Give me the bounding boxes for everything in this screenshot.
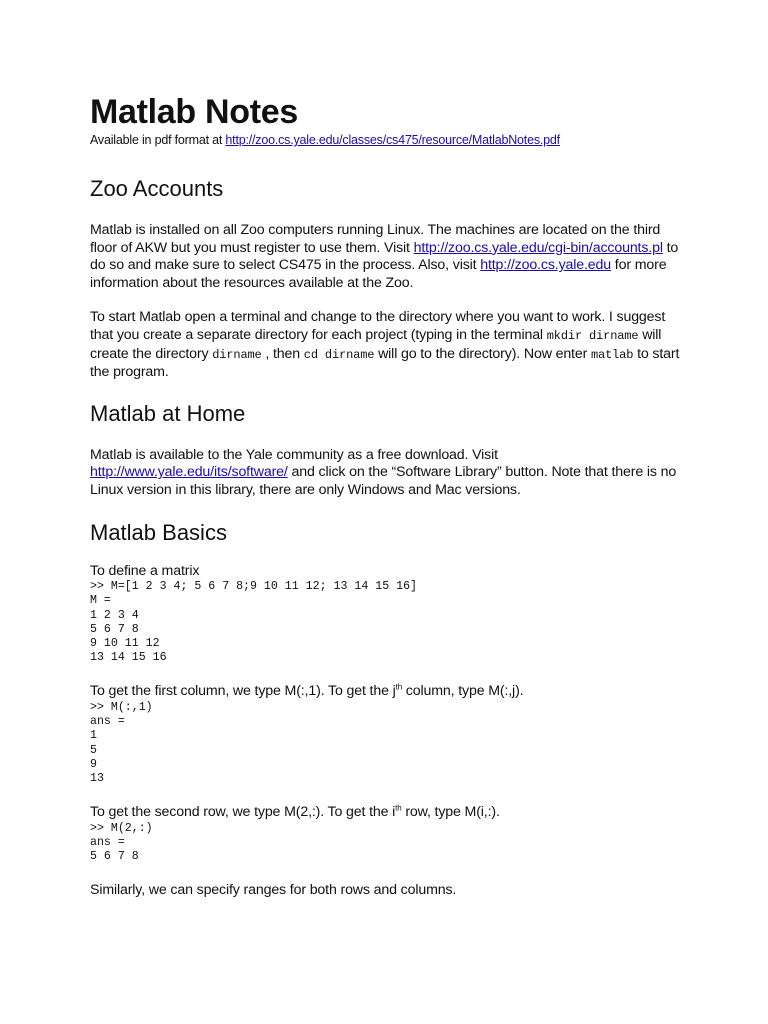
zoo-accounts-link[interactable]: http://zoo.cs.yale.edu/cgi-bin/accounts.pl <box>413 239 663 256</box>
inline-code-cd: cd dirname <box>303 347 375 362</box>
home-paragraph: Matlab is available to the Yale community as a free download. Visit http://www.yale.edu/its/software/ and click on the “Software Library” button. Note that there is no Linux version in this library, there are only Windows and Mac versions. <box>90 446 677 498</box>
zoo-site-link[interactable]: http://zoo.cs.yale.edu <box>480 257 612 274</box>
ranges-text: Similarly, we can specify ranges for both rows and columns. <box>90 882 457 899</box>
matlab-basics-heading: Matlab Basics <box>90 519 227 545</box>
subtitle-prefix: Available in pdf format at <box>90 133 226 147</box>
inline-code-matlab: matlab <box>590 347 634 362</box>
zoo-paragraph-1: Matlab is installed on all Zoo computers running Linux. The machines are located on the third floor of AKW but you must register to use them. Visit http://zoo.cs.yale.edu/cgi-bin/accounts.pl to do so and make sure to select CS475 in the process. Also, visit http://zoo.cs.yale.edu for more information about the resources available at the Zoo. <box>90 222 679 291</box>
page-title: Matlab Notes <box>90 93 298 131</box>
zoo-accounts-heading: Zoo Accounts <box>90 176 224 201</box>
pdf-link[interactable]: http://zoo.cs.yale.edu/classes/cs475/resource/MatlabNotes.pdf <box>225 133 560 147</box>
second-row-code: >> M(2,:) ans = 5 6 7 8 <box>90 821 153 864</box>
define-matrix-text: To define a matrix <box>90 562 200 579</box>
zoo-paragraph-2: To start Matlab open a terminal and change to the directory where you want to work. I suggest that you create a separate directory for each project (typing in the terminal mkdir dirname will create the directory dirname , then cd dirname will go to the directory). Now enter matlab to start the program. <box>90 309 680 381</box>
second-row-text: To get the second row, we type M(2,:). To get the $i^{th}$ row, type M(i,:). <box>90 803 500 821</box>
inline-code-mkdir: mkdir dirname <box>546 328 639 343</box>
define-matrix-code: >> M=[1 2 3 4; 5 6 7 8;9 10 11 12; 13 14 15 16] M = 1 2 3 4 5 6 7 8 9 10 11 12 13 14 15 16 <box>90 580 417 665</box>
yale-software-link[interactable]: http://www.yale.edu/its/software/ <box>90 464 288 481</box>
first-column-code: >> M(:,1) ans = 1 5 9 13 <box>90 700 153 785</box>
document-page <box>90 92 690 900</box>
first-column-text: To get the first column, we type M(:,1). To get the $j^{th}$ column, type M(:,j). <box>90 682 524 700</box>
matlab-home-heading: Matlab at Home <box>90 400 246 426</box>
subtitle <box>90 132 690 148</box>
inline-code-dirname: dirname <box>212 347 262 362</box>
